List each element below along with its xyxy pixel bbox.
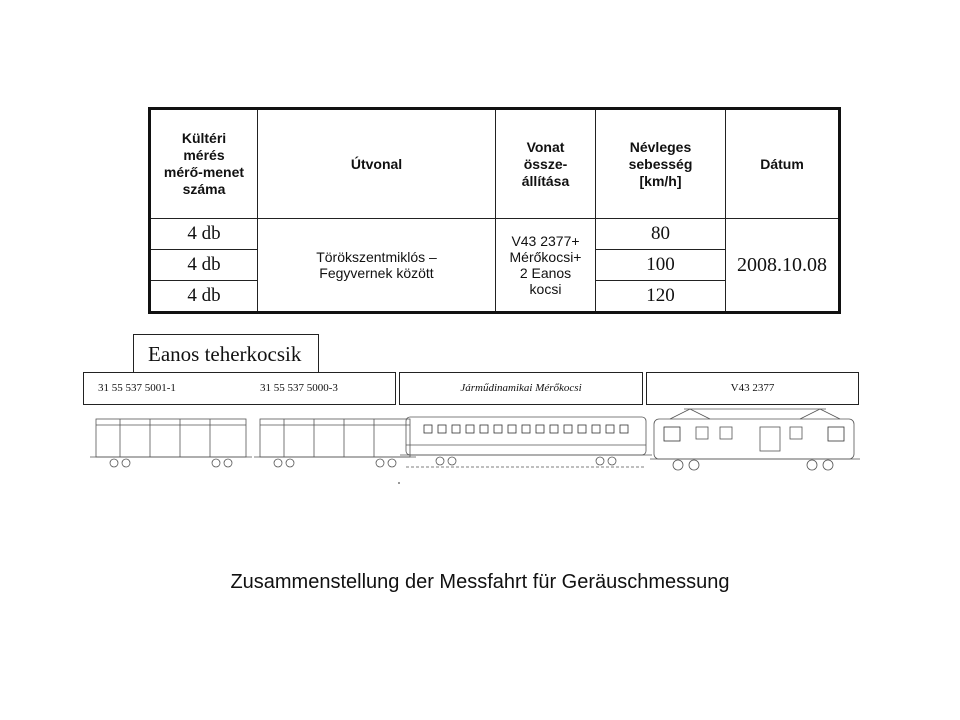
run-count-cell: 4 db	[150, 219, 258, 250]
train-drawing	[80, 405, 870, 495]
table-header-row	[150, 109, 840, 219]
wagon-number-2: 31 55 537 5000-3	[260, 382, 338, 394]
header-date: Dátum	[726, 109, 840, 219]
composition-cell: V43 2377+ Mérőkocsi+ 2 Eanos kocsi	[496, 219, 596, 313]
table-row	[150, 219, 840, 250]
run-count-cell: 4 db	[150, 250, 258, 281]
measurement-coach-drawing	[400, 417, 652, 467]
header-run-count: Kültéri mérés mérő-menet száma	[150, 109, 258, 219]
speed-cell: 80	[596, 219, 726, 250]
speed-cell: 100	[596, 250, 726, 281]
date-cell: 2008.10.08	[726, 219, 840, 313]
locomotive-drawing	[650, 409, 860, 470]
freight-wagon-1-drawing	[90, 419, 252, 467]
freight-wagon-2-drawing	[254, 419, 416, 467]
locomotive-label: V43 2377	[730, 382, 775, 394]
slide-title: Zusammenstellung der Messfahrt für Geräuschmessung	[230, 571, 730, 593]
run-count-cell: 4 db	[150, 281, 258, 313]
measurement-car-box	[399, 372, 643, 405]
wagon-numbers-box	[83, 372, 396, 405]
measurement-table	[148, 107, 841, 314]
speed-cell: 120	[596, 281, 726, 313]
locomotive-box	[646, 372, 859, 405]
route-cell: Törökszentmiklós – Fegyvernek között	[258, 219, 496, 313]
wagon-number-1: 31 55 537 5001-1	[98, 382, 176, 394]
header-composition: Vonat össze- állítása	[496, 109, 596, 219]
header-speed: Névleges sebesség [km/h]	[596, 109, 726, 219]
wagon-group-label: Eanos teherkocsik	[133, 334, 319, 372]
header-route: Útvonal	[258, 109, 496, 219]
measurement-car-label: Járműdinamikai Mérőkocsi	[460, 382, 582, 394]
